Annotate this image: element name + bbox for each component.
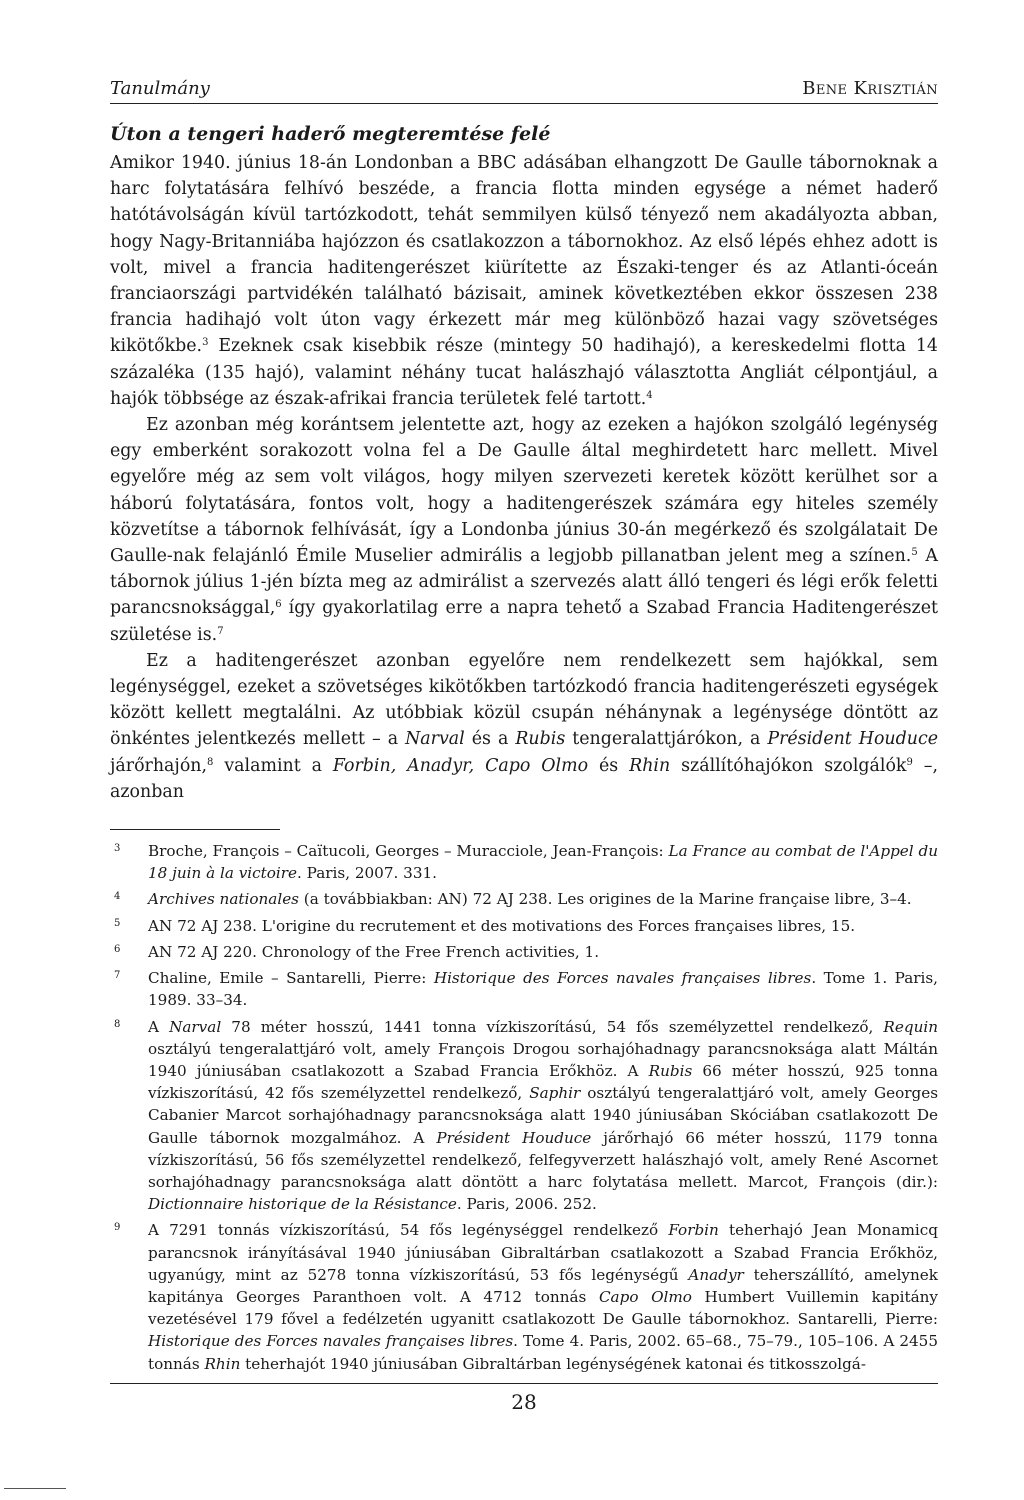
footnote xyxy=(110,1016,938,1216)
footnote-number: 9 xyxy=(114,1222,121,1234)
footnote xyxy=(110,941,938,963)
footnote-ref[interactable]: 5 xyxy=(911,547,918,559)
paragraph: Ez a haditengerészet azonban egyelőre nem rendelkezett sem hajókkal, sem legénységgel, ezeket a szövetséges kikötőkben tartózkodó francia haditengerészeti egységek között kellett megtalálni. Az utóbbiak közül csupán néhánynak a legénysége döntött az önkéntes jelentkezés mellett – a Narval és a Rubis tengeralattjárókon, a Président Houduce járőrhajón,$^8$ valamint a Forbin, Anadyr, Capo Olmo és Rhin szállítóhajókon szolgálók$^9$ –, azonban xyxy=(110,650,938,802)
footnote-text: AN 72 AJ 238. L'origine du recrutement et des motivations des Forces françaises libres, 15. xyxy=(148,916,856,935)
footnote-ref[interactable]: 7 xyxy=(217,625,224,637)
paragraph: Ez azonban még korántsem jelentette azt, hogy az ezeken a hajókon szolgáló legénység egy emberként sorakozott volna fel a De Gaulle által meghirdetett harc mellett. Mivel egyelőre még az sem volt világos, hogy milyen szervezeti keretek között kerülhet sor a háború folytatására, fontos volt, hogy a haditengerészek számára egy hiteles személy közvetítse a tábornok felhívását, így a Londonba június 30-án megérkező és szolgálatait De Gaulle-nak felajánló Émile Muselier admirális a legjobb pillanatban jelent meg a színen.$^5$ A tábornok július 1-jén bízta meg az admirálist a szervezés alatt álló tengeri és légi erők feletti parancsnoksággal,$^6$ így gyakorlatilag erre a napra tehető a Szabad Francia Haditengerészet születése is.$^7$ xyxy=(110,415,938,645)
footnote-text: Archives nationales (a továbbiakban: AN) 72 AJ 238. Les origines de la Marine française libre, 3–4. xyxy=(148,890,912,909)
footnote-ref[interactable]: 3 xyxy=(202,337,209,349)
footnote-number: 3 xyxy=(114,843,121,855)
ship-name: Forbin, Anadyr, Capo Olmo xyxy=(332,755,589,776)
footnote xyxy=(110,840,938,884)
footnote-text: A Narval 78 méter hosszú, 1441 tonna vízkiszorítású, 54 fős személyzettel rendelkező, Requin osztályú tengeralattjáró volt, amely François Drogou sorhajóhadnagy parancsnoksága alatt Máltán 1940 júniusában csatlakozott a Szabad Francia Erőkhöz. A Rubis 66 méter hosszú, 925 tonna vízkiszorítású, 42 fős személyzettel rendelkező, Saphir osztályú tengeralattjáró volt, amely Georges Cabanier Marcot sorhajóhadnagy parancsnoksága alatt 1940 júniusában Skóciában csatlakozott De Gaulle tábornok mozgalmához. A Président Houduce járőrhajó 66 méter hosszú, 1179 tonna vízkiszorítású, 56 fős személyzettel rendelkező, felfegyverzett halászhajó volt, amely René Ascornet sorhajóhadnagy parancsnoksága alatt döntött a harc folytatása mellett. Marcot, François (dir.): Dictionnaire historique de la Résistance. Paris, 2006. 252. xyxy=(148,1017,938,1214)
ship-name: Narval xyxy=(405,729,465,750)
footnote-ref[interactable]: 9 xyxy=(906,756,913,768)
footnote-ref[interactable]: 4 xyxy=(646,389,653,401)
section-title: Úton a tengeri haderő megteremtése felé xyxy=(110,123,551,145)
ship-name: Rhin xyxy=(629,755,671,776)
article-page xyxy=(110,78,938,1414)
running-head xyxy=(110,78,938,104)
footnote-text: Broche, François – Caïtucoli, Georges – Muracciole, Jean-François: La France au combat de l'Appel du 18 juin à la victoire. Paris, 2007. 331. xyxy=(148,842,938,883)
footnote-number: 4 xyxy=(114,891,121,903)
footnote-number: 6 xyxy=(114,943,121,955)
page-number: 28 xyxy=(511,1389,537,1414)
footnote-ref[interactable]: 8 xyxy=(207,756,214,768)
footnote-number: 7 xyxy=(114,970,121,982)
ship-name: Président Houduce xyxy=(767,729,938,750)
author-name: Bene Krisztián xyxy=(802,78,938,99)
journal-section-label: Tanulmány xyxy=(110,78,210,99)
footnote xyxy=(110,915,938,937)
footnote-separator xyxy=(110,829,280,830)
footnote-text: AN 72 AJ 220. Chronology of the Free French activities, 1. xyxy=(148,942,600,961)
paragraph: Amikor 1940. június 18-án Londonban a BBC adásában elhangzott De Gaulle tábornoknak a harc folytatására felhívó beszéde, a francia flotta minden egysége a német haderő hatótávolságán kívül tartózkodott, tehát semmilyen külső tényező nem akadályozta abban, hogy Nagy-Britanniába hajózzon és csatlakozzon a tábornokhoz. Az első lépés ehhez adott is volt, mivel a francia haditengerészet kiürítette az Északi-tenger és az Atlanti-óceán franciaországi partvidékén található bázisait, aminek következtében ekkor összesen 238 francia hadihajó volt úton vagy érkezett már meg különböző hazai vagy szövetséges kikötőkbe.$^3$ Ezeknek csak kisebbik része (mintegy 50 hadihajó), a kereskedelmi flotta 14 százaléka (135 hajó), valamint néhány tucat halászhajó választotta Angliát célpontjául, a hajók többsége az észak-afrikai francia területek felé tartott.$^4$ xyxy=(110,153,938,409)
footnote-text: A 7291 tonnás vízkiszorítású, 54 fős legénységgel rendelkező Forbin teherhajó Jean Monamicq parancsnok irányításával 1940 júniusában Gibraltárban csatlakozott a Szabad Francia Erőkhöz, ugyanúgy, mint az 5278 tonna vízkiszorítású, 53 fős legénységű Anadyr teherszállító, amelynek kapitánya Georges Paranthoen volt. A 4712 tonnás Capo Olmo Humbert Vuillemin kapitány vezetésével 179 fővel a fedélzetén ugyanitt csatlakozott De Gaulle tábornokhoz. Santarelli, Pierre: Historique des Forces navales françaises libres. Tome 4. Paris, 2002. 65–68., 75–79., 105–106. A 2455 tonnás Rhin teherhajót 1940 júniusában Gibraltárban legénységének katonai és titkosszolgá- xyxy=(148,1221,938,1373)
footnote-number: 5 xyxy=(114,917,121,929)
footnotes xyxy=(110,840,938,1375)
body-text xyxy=(110,150,938,805)
footnote xyxy=(110,888,938,910)
footnote xyxy=(110,1219,938,1374)
footnote-text: Chaline, Emile – Santarelli, Pierre: Historique des Forces navales françaises libres. Tome 1. Paris, 1989. 33–34. xyxy=(148,969,938,1010)
footnote-ref[interactable]: 6 xyxy=(275,599,282,611)
scan-edge-mark xyxy=(4,1488,66,1489)
footnote xyxy=(110,967,938,1011)
footnote-number: 8 xyxy=(114,1018,121,1030)
bottom-rule xyxy=(110,1383,938,1384)
ship-name: Rubis xyxy=(515,729,566,750)
